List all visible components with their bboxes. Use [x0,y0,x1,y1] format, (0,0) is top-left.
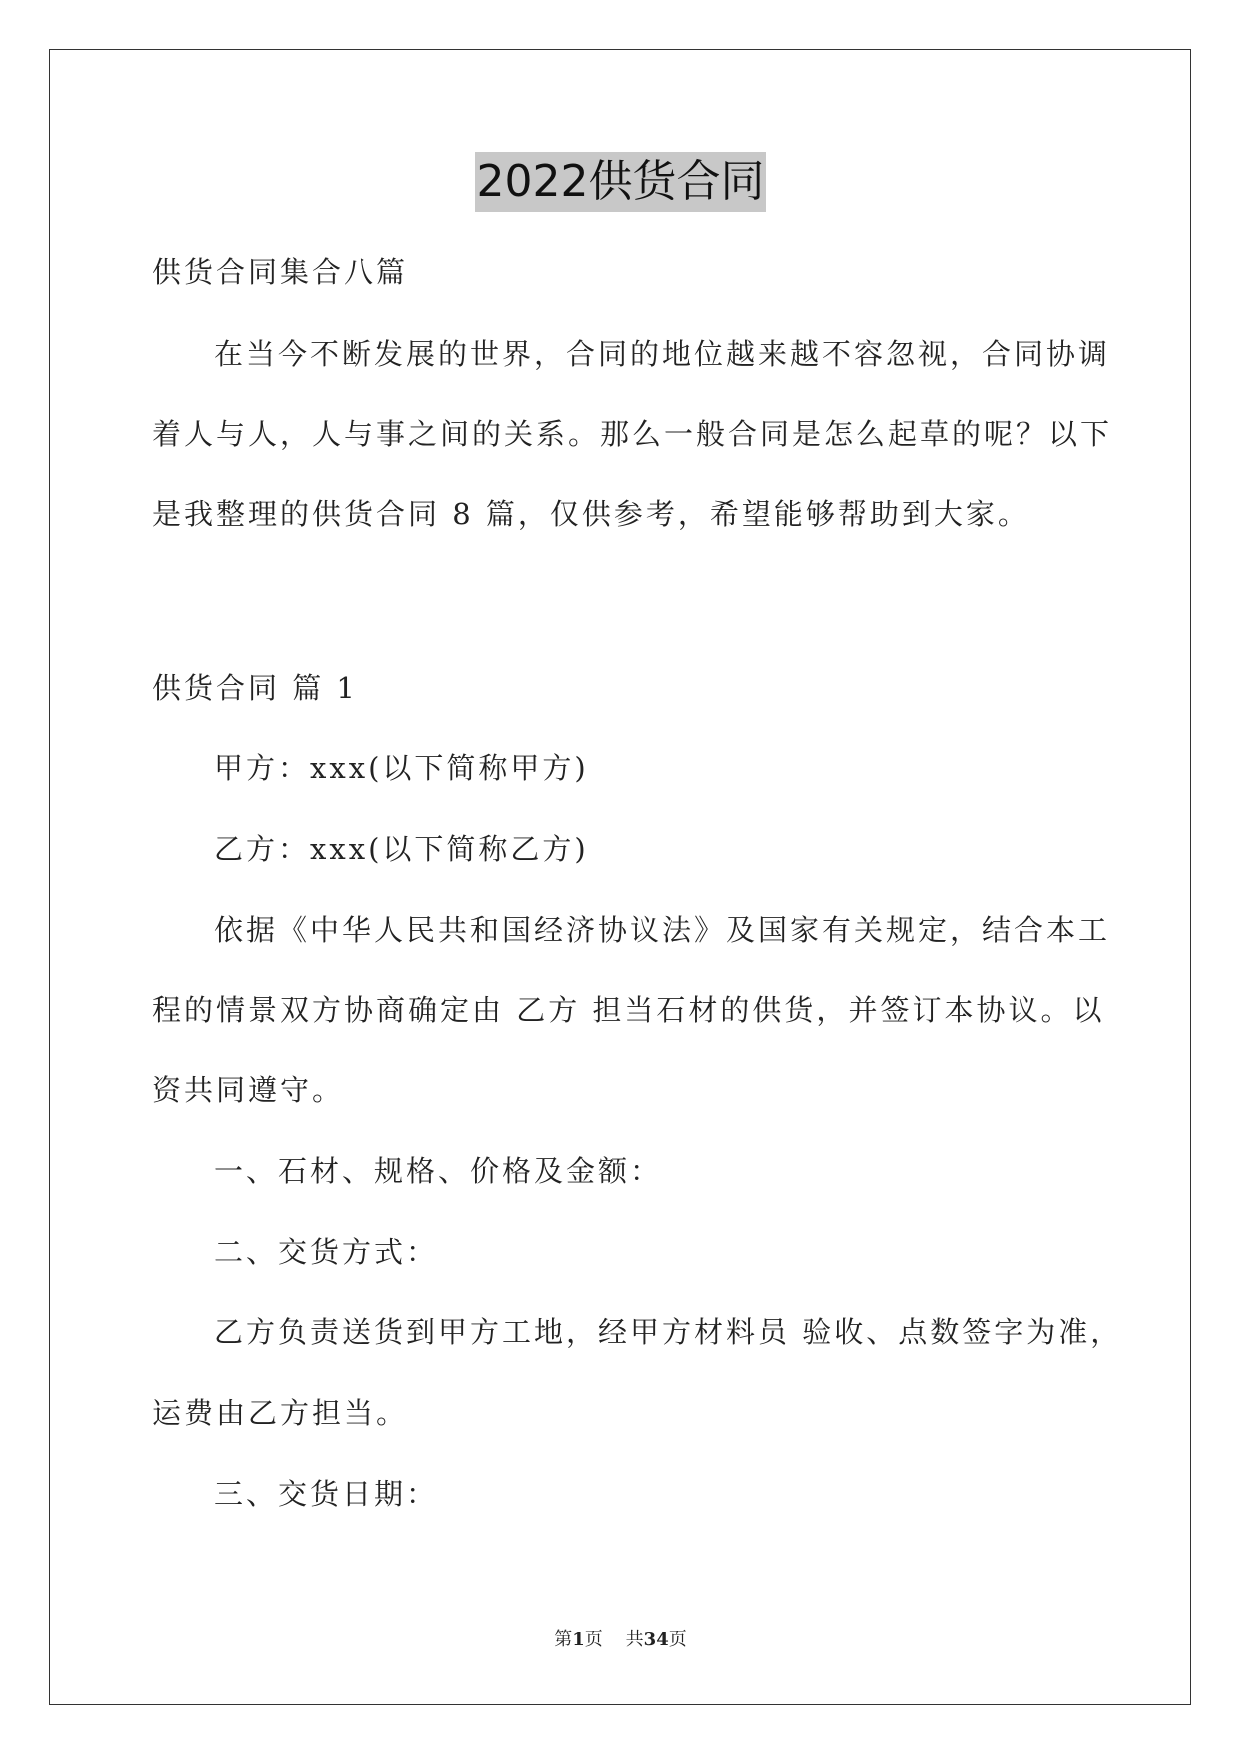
page-label-prefix: 第 [554,1629,573,1650]
party-a-line: 甲方：xxx(以下简称甲方) [214,751,589,785]
delivery-line-2: 运费由乙方担当。 [152,1396,409,1430]
intro-line-2: 着人与人，人与事之间的关系。那么一般合同是怎么起草的呢？以下 [152,417,1113,451]
clause-1-heading: 一、石材、规格、价格及金额： [214,1154,663,1188]
basis-line-3: 资共同遵守。 [152,1073,345,1107]
total-label-suffix: 页 [668,1629,687,1650]
clause-2-heading: 二、交货方式： [214,1235,439,1269]
page-border [49,49,1191,1705]
total-pages: 34 [643,1629,669,1650]
page-footer [0,1628,1241,1652]
page-label-suffix: 页 [584,1629,603,1650]
section-heading: 供货合同 篇 1 [152,671,358,705]
clause-3-heading: 三、交货日期： [214,1477,439,1511]
document-title [0,152,1241,212]
document-title-text: 2022供货合同 [475,152,767,212]
basis-line-1: 依据《中华人民共和国经济协议法》及国家有关规定，结合本工 [214,913,1111,947]
document-subtitle: 供货合同集合八篇 [152,255,409,289]
basis-line-2: 程的情景双方协商确定由 乙方 担当石材的供货，并签订本协议。以 [152,993,1105,1027]
total-label-prefix: 共 [625,1629,644,1650]
delivery-line-1: 乙方负责送货到甲方工地，经甲方材料员 验收、点数签字为准， [214,1315,1123,1349]
intro-line-1: 在当今不断发展的世界，合同的地位越来越不容忽视，合同协调 [214,337,1111,371]
intro-line-3: 是我整理的供货合同 8 篇，仅供参考，希望能够帮助到大家。 [152,497,1030,531]
page-number: 1 [572,1629,585,1650]
party-b-line: 乙方：xxx(以下简称乙方) [214,832,589,866]
